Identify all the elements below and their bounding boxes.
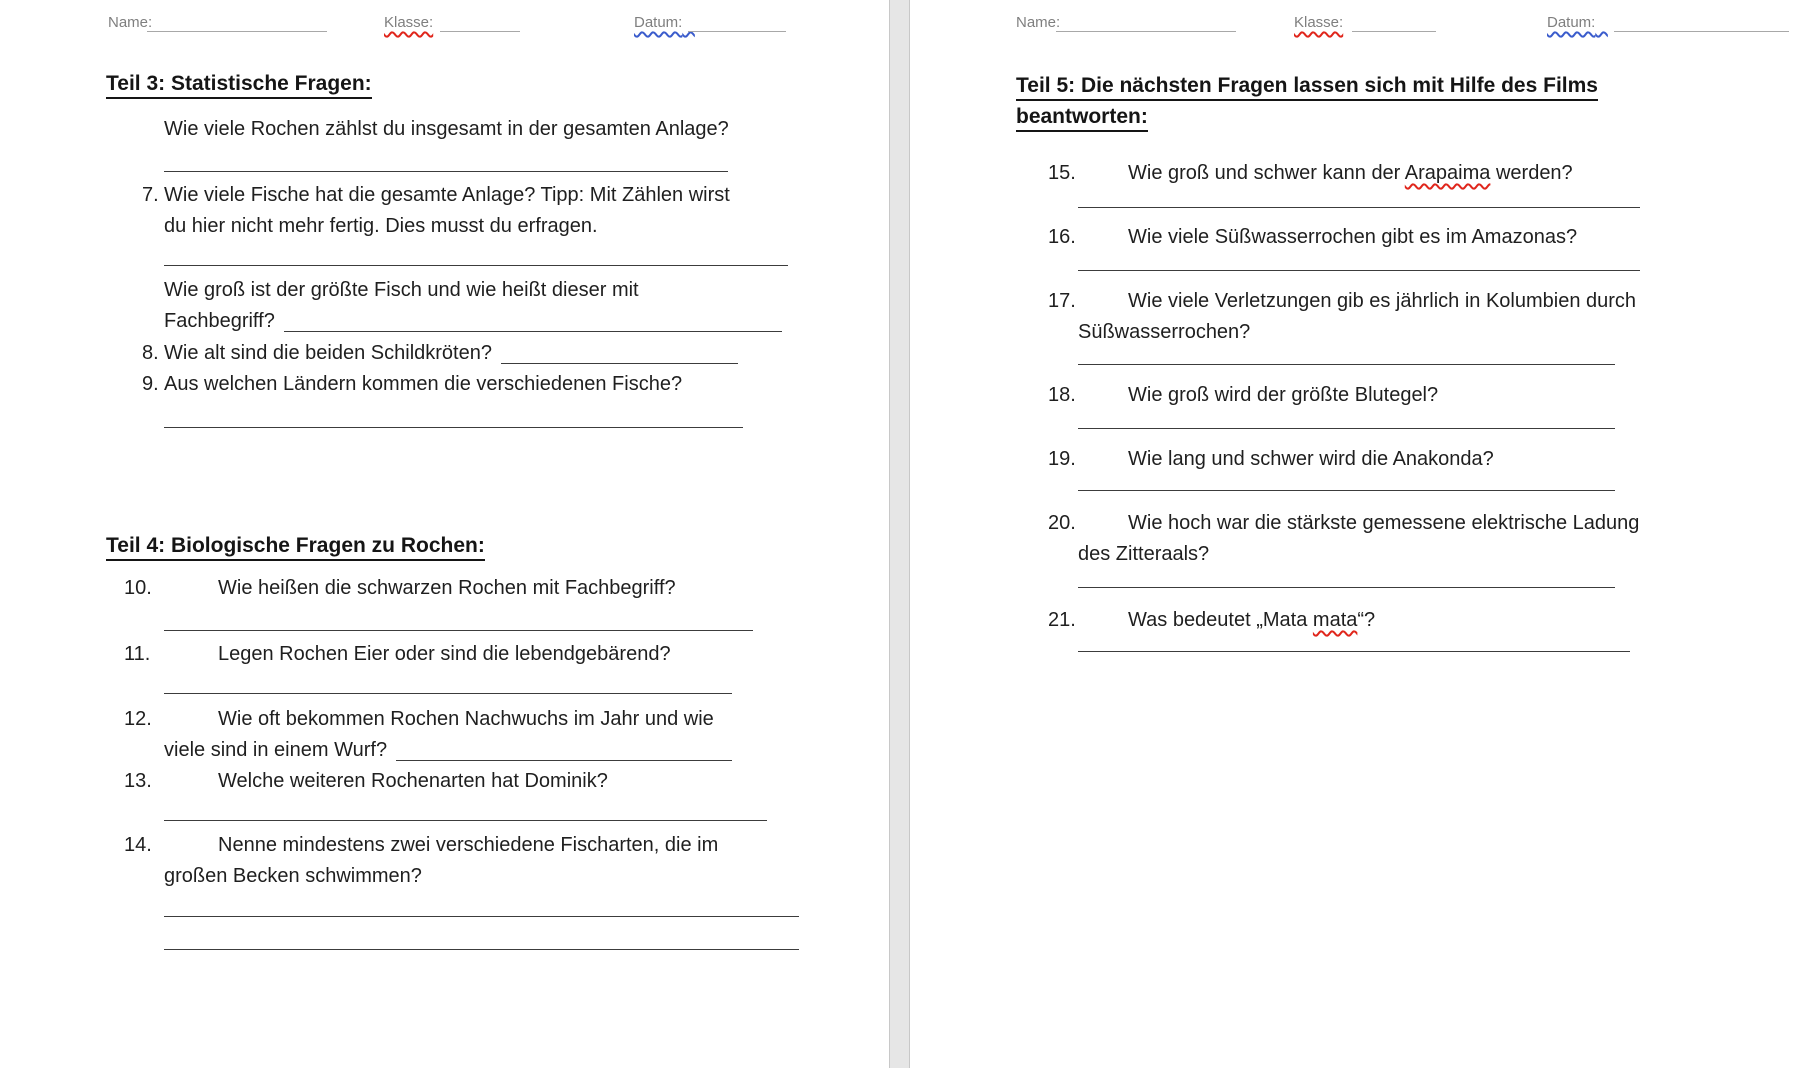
question-9-text: Aus welchen Ländern kommen die verschiedenen Fische? [164,373,683,395]
question-15-text [1128,162,1573,185]
name-label: Name: [1016,14,1061,31]
answer-line-q8[interactable] [501,342,738,364]
answer-line-q15[interactable] [1078,207,1640,208]
question-21-pre: Was bedeutet „Mata [1128,609,1313,631]
section-title-teil3: Teil 3: Statistische Fragen: [106,72,372,99]
worksheet-page-left [0,0,889,1068]
question-17-number: 17. [1048,290,1076,312]
question-12-line-2 [164,739,732,762]
question-7-number: 7. [142,184,159,206]
answer-line-q10[interactable] [164,630,753,631]
question-groesster-fisch-label: Fachbegriff? [164,310,275,332]
question-groesster-fisch-line-1: Wie groß ist der größte Fisch und wie heißt dieser mit [164,279,639,301]
question-15-misspelled-word: Arapaima [1404,162,1491,184]
question-groesster-fisch-line-2 [164,310,782,333]
datum-label-text: Datum: [1547,14,1596,31]
question-21-text [1128,609,1375,632]
section-title-teil4: Teil 4: Biologische Fragen zu Rochen: [106,534,485,561]
page-gutter [889,0,910,1068]
question-20-line-2: des Zitteraals? [1078,543,1210,565]
question-7-line-1: Wie viele Fische hat die gesamte Anlage? Tipp: Mit Zählen wirst [164,184,730,206]
question-16-number: 16. [1048,226,1076,248]
question-11-text: Legen Rochen Eier oder sind die lebendgebärend? [218,643,671,665]
name-label: Name: [108,14,153,31]
answer-line-q21[interactable] [1078,651,1630,652]
question-8-number: 8. [142,342,159,364]
datum-squiggle-pad [1595,14,1608,31]
question-19-number: 19. [1048,448,1076,470]
name-blank-line[interactable] [1056,31,1236,32]
question-14-line-1: Nenne mindestens zwei verschiedene Fischarten, die im [218,834,719,856]
answer-line-q18[interactable] [1078,428,1615,429]
question-15-pre: Wie groß und schwer kann der [1128,162,1405,184]
question-10-number: 10. [124,577,152,599]
datum-label [1547,14,1608,31]
datum-blank-line[interactable] [1614,31,1789,32]
answer-line-q7[interactable] [164,265,788,266]
question-20-number: 20. [1048,512,1076,534]
datum-label-text: Datum: [634,14,683,31]
question-21-misspelled-word: mata [1312,609,1358,631]
answer-line-intro[interactable] [164,171,728,172]
datum-blank-line[interactable] [688,31,786,32]
answer-line-q9[interactable] [164,427,743,428]
question-18-number: 18. [1048,384,1076,406]
answer-line-groesster-fisch[interactable] [284,310,782,332]
question-15-post: werden? [1490,162,1573,184]
answer-line-q16[interactable] [1078,270,1640,271]
question-17-line-2: Süßwasserrochen? [1078,321,1251,343]
answer-line-q20[interactable] [1078,587,1615,588]
datum-label [634,14,695,31]
question-19-text: Wie lang und schwer wird die Anakonda? [1128,448,1494,470]
question-12-number: 12. [124,708,152,730]
answer-line-q17[interactable] [1078,364,1615,365]
klasse-blank-line[interactable] [440,31,520,32]
question-18-text: Wie groß wird der größte Blutegel? [1128,384,1439,406]
question-17-line-1: Wie viele Verletzungen gib es jährlich in Kolumbien durch [1128,290,1637,312]
klasse-label: Klasse: [1294,14,1344,31]
question-8-text: Wie alt sind die beiden Schildkröten? [164,342,492,364]
question-16-text: Wie viele Süßwasserrochen gibt es im Amazonas? [1128,226,1578,248]
question-14-number: 14. [124,834,152,856]
answer-line-q19[interactable] [1078,490,1615,491]
question-14-line-2: großen Becken schwimmen? [164,865,422,887]
question-12-line-2-text: viele sind in einem Wurf? [164,739,388,761]
intro-question: Wie viele Rochen zählst du insgesamt in der gesamten Anlage? [164,118,729,140]
worksheet-page-right [910,0,1799,1068]
question-11-number: 11. [124,643,151,665]
klasse-label: Klasse: [384,14,434,31]
section-title-teil5-line-1: Teil 5: Die nächsten Fragen lassen sich mit Hilfe des Films [1016,74,1598,101]
question-7-line-2: du hier nicht mehr fertig. Dies musst du erfragen. [164,215,598,237]
question-13-number: 13. [124,770,152,792]
answer-line-q13[interactable] [164,820,767,821]
answer-line-q14-a[interactable] [164,916,799,917]
answer-line-q14-b[interactable] [164,949,799,950]
answer-line-q12[interactable] [396,739,732,761]
question-21-number: 21. [1048,609,1076,631]
question-21-post: “? [1357,609,1376,631]
question-12-line-1: Wie oft bekommen Rochen Nachwuchs im Jahr und wie [218,708,714,730]
question-9-number: 9. [142,373,159,395]
datum-squiggle-pad [682,14,695,31]
question-15-number: 15. [1048,162,1076,184]
question-10-text: Wie heißen die schwarzen Rochen mit Fachbegriff? [218,577,676,599]
answer-line-q11[interactable] [164,693,732,694]
section-title-teil5-line-2: beantworten: [1016,105,1148,132]
klasse-blank-line[interactable] [1352,31,1436,32]
question-8-row [164,342,738,365]
name-blank-line[interactable] [147,31,327,32]
question-20-line-1: Wie hoch war die stärkste gemessene elektrische Ladung [1128,512,1640,534]
question-13-text: Welche weiteren Rochenarten hat Dominik? [218,770,608,792]
